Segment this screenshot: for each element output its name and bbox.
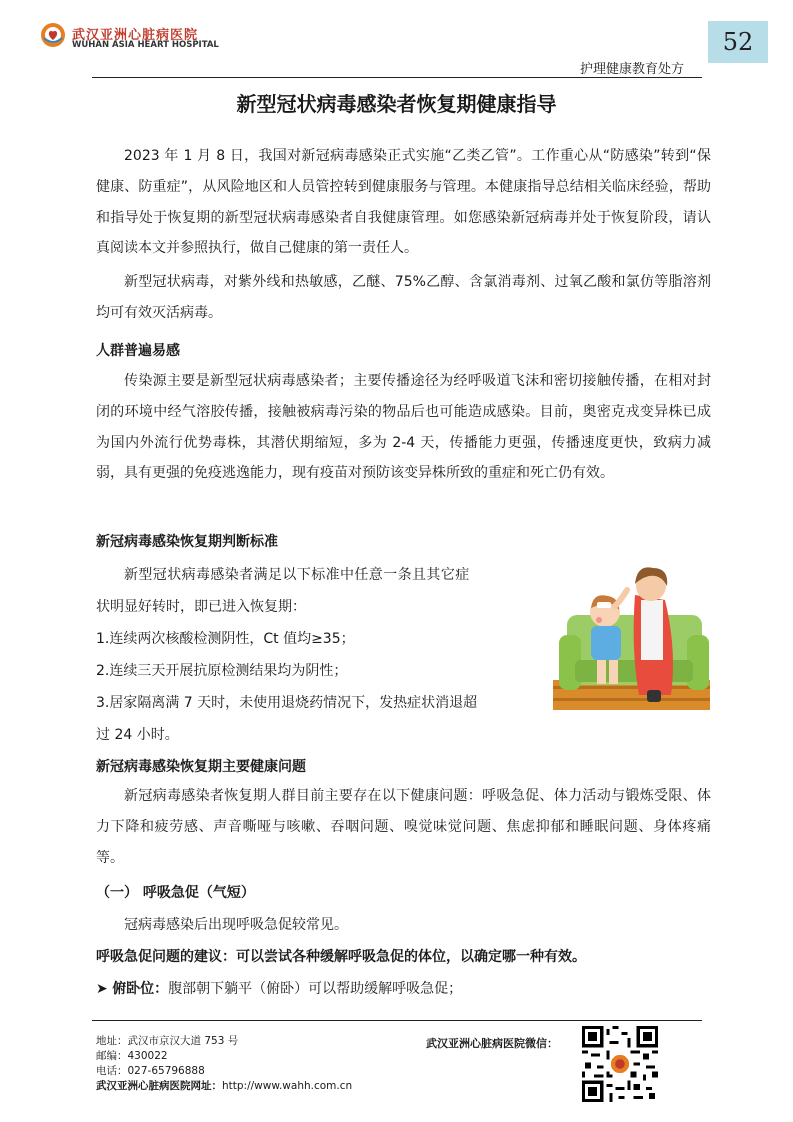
criteria-intro-line2: 状明显好转时，即已进入恢复期： bbox=[96, 599, 306, 615]
arrow-bullet-icon: ➤ bbox=[96, 981, 108, 997]
footer-divider bbox=[92, 1020, 702, 1021]
footer-address: 地址：武汉市京汉大道 753 号 bbox=[96, 1035, 239, 1047]
criteria-item-2: 2.连续三天开展抗原检测结果均为阴性； bbox=[96, 663, 348, 679]
transmission-paragraph: 传染源主要是新型冠状病毒感染者；主要传播途径为经呼吸道飞沫和密切接触传播，在相对封闭的环境中经气溶胶传播，接触被病毒污染的物品后也可能造成感染。目前，奥密克戎变异株已成为国内外流行优势毒株，其潜伏期缩短，多为 2-4 天，传播能力更强，传播速度更快，致病力减弱，具有更强的免疫逃逸能力，现有疫苗对预防该变异株所致的重症和死亡仍有效。 bbox=[96, 373, 711, 482]
footer-website-line bbox=[96, 1078, 352, 1093]
breath-advice-heading: 呼吸急促问题的建议：可以尝试各种缓解呼吸急促的体位，以确定哪一种有效。 bbox=[96, 949, 586, 965]
hospital-name-cn: 武汉亚洲心脏病医院 bbox=[72, 28, 199, 43]
bullet-text: 腹部朝下躺平（俯卧）可以帮助缓解呼吸急促； bbox=[168, 981, 463, 997]
heading-susceptibility: 人群普遍易感 bbox=[96, 343, 180, 359]
footer-postcode: 邮编：430022 bbox=[96, 1050, 168, 1062]
criteria-item-3a: 3.居家隔离满 7 天时，未使用退烧药情况下，发热症状消退超 bbox=[96, 695, 478, 711]
criteria-item-1: 1.连续两次核酸检测阴性，Ct 值均≥35； bbox=[96, 631, 355, 647]
criteria-intro-line1: 新型冠状病毒感染者满足以下标准中任意一条且其它症 bbox=[124, 567, 470, 583]
bullet-label: 俯卧位： bbox=[112, 981, 169, 997]
wechat-qr-code-icon bbox=[582, 1026, 658, 1102]
virus-paragraph: 新型冠状病毒，对紫外线和热敏感，乙醚、75%乙醇、含氯消毒剂、过氧乙酸和氯仿等脂溶剂均可有效灭活病毒。 bbox=[96, 274, 711, 321]
document-title: 新型冠状病毒感染者恢复期健康指导 bbox=[236, 92, 557, 116]
footer-website-link[interactable]: http://www.wahh.com.cn bbox=[222, 1080, 353, 1092]
criteria-item-3b: 过 24 小时。 bbox=[96, 727, 179, 743]
section-label: 护理健康教育处方 bbox=[580, 62, 685, 77]
heading-recovery-criteria: 新冠病毒感染恢复期判断标准 bbox=[96, 534, 278, 550]
footer-website-label: 武汉亚洲心脏病医院网址： bbox=[96, 1080, 222, 1092]
mother-child-illustration bbox=[553, 560, 710, 710]
wechat-label: 武汉亚洲心脏病医院微信： bbox=[426, 1037, 558, 1050]
hospital-logo-icon bbox=[40, 22, 66, 48]
subheading-shortness-of-breath: （一） 呼吸急促（气短） bbox=[96, 885, 255, 901]
hospital-name-en: WUHAN ASIA HEART HOSPITAL bbox=[72, 40, 219, 50]
intro-paragraph: 2023 年 1 月 8 日，我国对新冠病毒感染正式实施“乙类乙管”。工作重心从“防感染”转到“保健康、防重症”，从风险地区和人员管控转到健康服务与管理。本健康指导总结相关临床经验，帮助和指导处于恢复期的新型冠状病毒感染者自我健康管理。如您感染新冠病毒并处于恢复阶段，请认真阅读本文并参照执行，做自己健康的第一责任人。 bbox=[96, 148, 711, 257]
bullet-prone-position bbox=[96, 978, 462, 998]
footer-phone: 电话：027-65796888 bbox=[96, 1065, 205, 1077]
header-divider bbox=[92, 77, 702, 78]
breath-common-text: 冠病毒感染后出现呼吸急促较常见。 bbox=[124, 917, 348, 933]
page-number: 52 bbox=[708, 21, 768, 63]
problems-paragraph: 新冠病毒感染者恢复期人群目前主要存在以下健康问题：呼吸急促、体力活动与锻炼受限、体力下降和疲劳感、声音嘶哑与咳嗽、吞咽问题、嗅觉味觉问题、焦虑抑郁和睡眠问题、身体疼痛等。 bbox=[96, 788, 711, 866]
heading-health-problems: 新冠病毒感染恢复期主要健康问题 bbox=[96, 759, 306, 775]
